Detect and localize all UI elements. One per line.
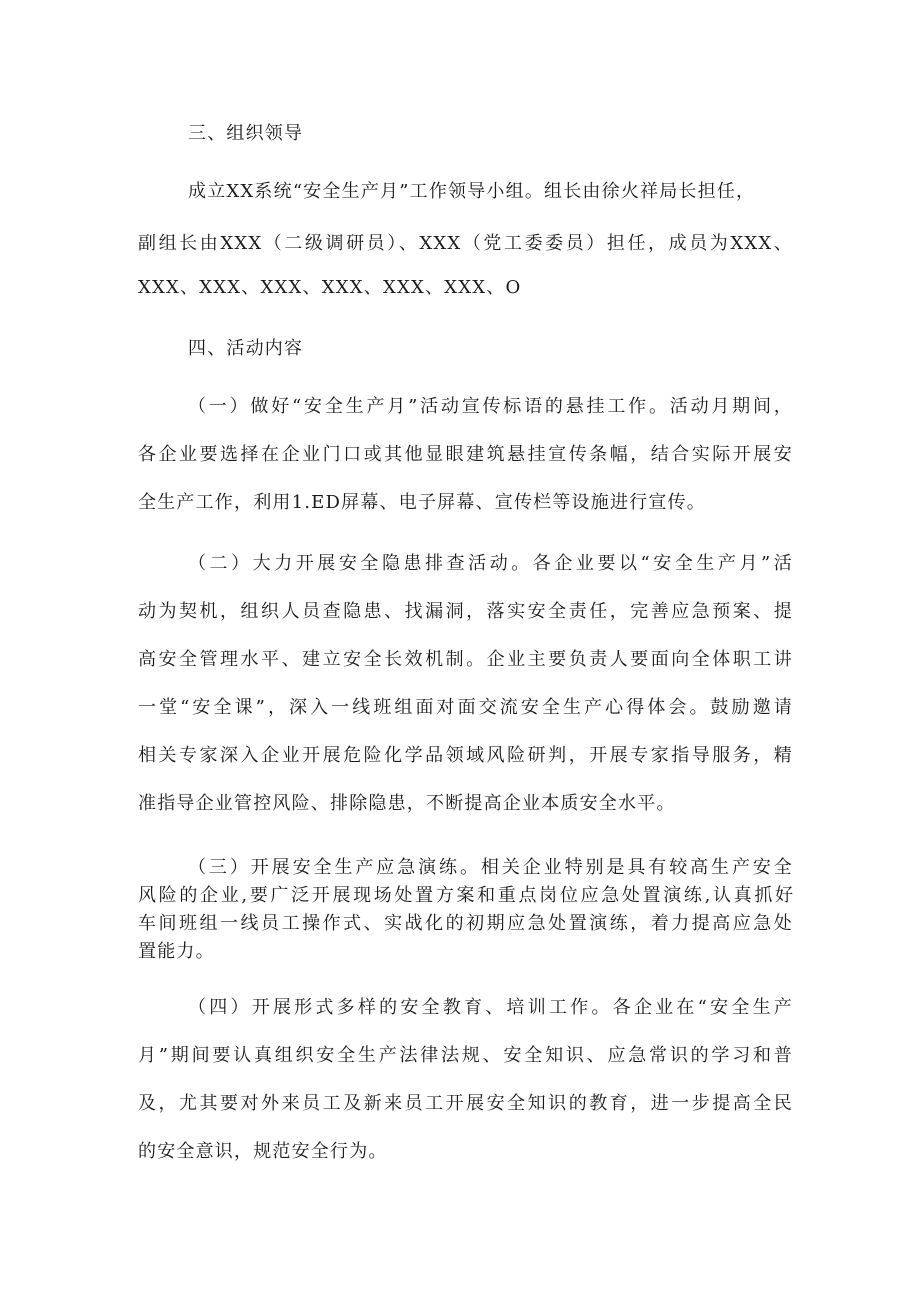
paragraph-line: （四）开展形式多样的安全教育、培训工作。各企业在“安全生产 <box>188 997 793 1018</box>
paragraph-line: 一堂“安全课”，深入一线班组面对面交流安全生产心得体会。鼓励邀请 <box>138 697 793 718</box>
paragraph-line: 置能力。 <box>138 941 215 962</box>
paragraph-line: 准指导企业管控风险、排除隐患，不断提高企业本质安全水平。 <box>138 793 676 814</box>
paragraph-line: （三）开展安全生产应急演练。相关企业特别是具有较高生产安全 <box>188 857 793 878</box>
paragraph-line: 及，尤其要对外来员工及新来员工开展安全知识的教育，进一步提高全民 <box>138 1093 793 1114</box>
paragraph-line: 车间班组一线员工操作式、实战化的初期应急处置演练，着力提高应急处 <box>138 913 793 934</box>
paragraph-line: 月”期间要认真组织安全生产法律法规、安全知识、应急常识的学习和普 <box>138 1045 793 1066</box>
paragraph-line: 风险的企业,要广泛开展现场处置方案和重点岗位应急处置演练,认真抓好 <box>138 885 793 906</box>
paragraph-line: 相关专家深入企业开展危险化学品领域风险研判，开展专家指导服务，精 <box>138 745 793 766</box>
paragraph-line: XXX、XXX、XXX、XXX、XXX、XXX、O <box>138 277 522 298</box>
paragraph-line: 高安全管理水平、建立安全长效机制。企业主要负责人要面向全体职工讲 <box>138 649 793 670</box>
section-heading-activities: 四、活动内容 <box>188 338 304 359</box>
paragraph-line: 动为契机，组织人员查隐患、找漏洞，落实安全责任，完善应急预案、提 <box>138 601 793 622</box>
paragraph-line: 的安全意识，规范安全行为。 <box>138 1141 388 1162</box>
section-heading-organization: 三、组织领导 <box>188 123 304 144</box>
paragraph-line: 副组长由XXX（二级调研员）、XXX（党工委委员）担任，成员为XXX、 <box>138 233 793 254</box>
paragraph-line: （二）大力开展安全隐患排查活动。各企业要以“安全生产月”活 <box>188 553 793 574</box>
paragraph-line: 全生产工作，利用1.ED屏幕、电子屏幕、宣传栏等设施进行宣传。 <box>138 492 706 513</box>
paragraph-line: 成立XX系统“安全生产月”工作领导小组。组长由徐火祥局长担任， <box>188 181 756 202</box>
paragraph-line: 各企业要选择在企业门口或其他显眼建筑悬挂宣传条幅，结合实际开展安 <box>138 444 793 465</box>
paragraph-line: （一）做好“安全生产月”活动宣传标语的悬挂工作。活动月期间， <box>188 396 793 417</box>
